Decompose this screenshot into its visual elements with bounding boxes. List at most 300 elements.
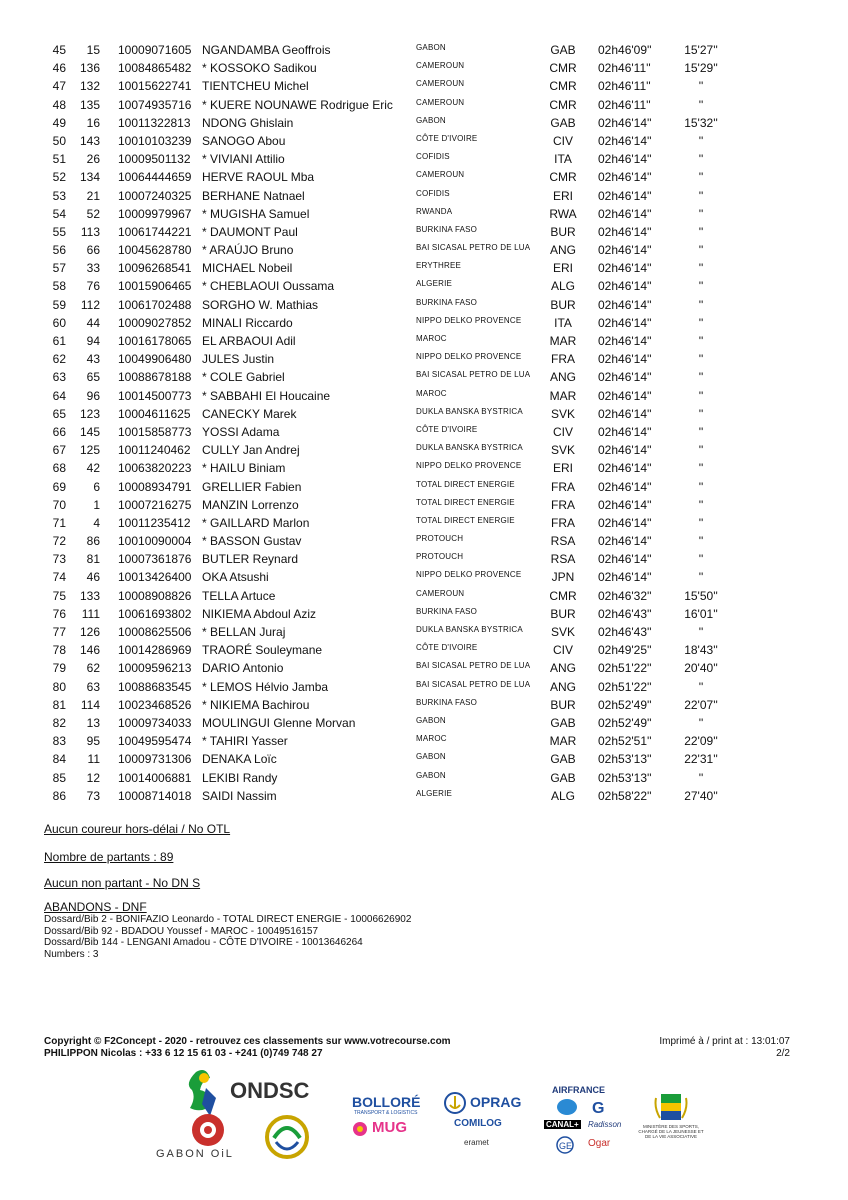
- uci-cell: 10010090004: [118, 534, 192, 549]
- rank-cell: 84: [52, 752, 66, 767]
- rank-cell: 70: [52, 497, 66, 512]
- wreath-emblem-icon: [262, 1112, 312, 1162]
- uci-cell: 10011235412: [118, 515, 191, 530]
- uci-cell: 10009731306: [118, 752, 192, 767]
- rank-cell: 66: [52, 424, 66, 439]
- rank-cell: 72: [52, 534, 66, 549]
- time-cell: 02h46'11'': [598, 79, 651, 94]
- uci-cell: 10016178065: [118, 334, 192, 348]
- uci-cell: 10061702488: [118, 297, 192, 312]
- time-cell: 02h46'43'': [598, 625, 652, 639]
- name-cell: CANECKY Marek: [202, 406, 297, 421]
- nat-cell: MAR: [549, 734, 577, 749]
- copyright-text: Copyright © F2Concept - 2020 - retrouvez ces classements sur www.votrecourse.com: [44, 1036, 451, 1047]
- team-cell: GABON: [416, 770, 446, 780]
- time-cell: 02h46'32'': [598, 588, 652, 603]
- name-cell: JULES Justin: [202, 352, 275, 367]
- gap-cell: 20'40'': [684, 661, 718, 676]
- name-cell: * KUERE NOUNAWE Rodrigue Eric: [202, 97, 393, 112]
- gap-cell: '': [698, 334, 704, 348]
- gap-cell: 22'09'': [684, 734, 718, 749]
- name-cell: NGANDAMBA Geoffrois: [202, 43, 331, 57]
- anchor-icon: [444, 1092, 466, 1114]
- team-cell: BAI SICASAL PETRO DE LUA: [416, 370, 531, 380]
- uci-cell: 10061693802: [118, 606, 192, 621]
- nat-cell: FRA: [551, 479, 575, 494]
- team-cell: CÔTE D'IVOIRE: [416, 133, 478, 143]
- gap-cell: '': [698, 515, 704, 530]
- bib-cell: 146: [79, 643, 100, 658]
- time-cell: 02h46'14'': [598, 115, 652, 130]
- rank-cell: 67: [52, 443, 66, 458]
- time-cell: 02h52'49'': [598, 697, 652, 712]
- uci-cell: 10049595474: [118, 734, 192, 749]
- bib-cell: 73: [86, 788, 100, 803]
- svg-text:G: G: [592, 1100, 605, 1116]
- nat-cell: ANG: [549, 243, 576, 258]
- nat-cell: ERI: [552, 261, 573, 276]
- gap-cell: '': [698, 188, 704, 203]
- gabon-oil-emblem-icon: [188, 1112, 228, 1148]
- rank-cell: 53: [52, 188, 66, 203]
- bib-cell: 94: [86, 334, 100, 348]
- bib-cell: 76: [86, 279, 100, 294]
- team-cell: NIPPO DELKO PROVENCE: [416, 352, 522, 362]
- team-cell: ERYTHREE: [416, 261, 462, 271]
- gap-cell: '': [698, 443, 704, 458]
- uci-cell: 10008908826: [118, 588, 192, 603]
- team-cell: BURKINA FASO: [416, 297, 478, 307]
- bib-cell: 123: [79, 406, 100, 421]
- team-cell: MAROC: [416, 388, 447, 398]
- bib-cell: 135: [79, 97, 100, 112]
- uci-cell: 10049906480: [118, 352, 192, 367]
- team-cell: DUKLA BANSKA BYSTRICA: [416, 406, 523, 416]
- gabon-oil-logo: [154, 1112, 264, 1162]
- nat-cell: CIV: [552, 133, 573, 148]
- rank-cell: 61: [52, 334, 66, 348]
- team-cell: BURKINA FASO: [416, 606, 478, 616]
- bib-cell: 134: [79, 170, 100, 185]
- comilog-logo: [452, 1118, 512, 1152]
- bib-cell: 112: [80, 297, 100, 312]
- uci-cell: 10007240325: [118, 188, 192, 203]
- gap-cell: '': [698, 497, 704, 512]
- uci-cell: 10009596213: [118, 661, 192, 676]
- rank-cell: 63: [52, 370, 66, 385]
- team-cell: CÔTE D'IVOIRE: [416, 643, 478, 653]
- footer-credits: [44, 1036, 451, 1059]
- gap-cell: '': [698, 461, 704, 476]
- name-cell: TIENTCHEU Michel: [202, 79, 309, 94]
- rank-cell: 56: [52, 243, 66, 258]
- nat-cell: MAR: [549, 334, 577, 348]
- uci-cell: 10013426400: [118, 570, 192, 585]
- rank-cell: 50: [52, 133, 66, 148]
- nat-cell: JPN: [551, 570, 575, 585]
- ministry-text: MINISTÈRE DES SPORTS, CHARGÉ DE LA JEUNESSE ET DE LA VIE ASSOCIATIVE: [638, 1124, 704, 1139]
- ge-icon: [556, 1136, 574, 1154]
- svg-text:GE: GE: [559, 1141, 573, 1151]
- team-cell: BAI SICASAL PETRO DE LUA: [416, 661, 531, 671]
- gap-cell: '': [698, 534, 704, 549]
- dnf-entry: Dossard/Bib 144 - LENGANI Amadou - CÔTE D'IVOIRE - 10013646264: [44, 937, 363, 948]
- ministry-logo: [636, 1092, 706, 1152]
- time-cell: 02h46'14'': [598, 552, 652, 567]
- rank-cell: 74: [52, 570, 66, 585]
- rank-cell: 80: [52, 679, 66, 694]
- uci-cell: 10015622741: [118, 79, 192, 94]
- name-cell: YOSSI Adama: [202, 424, 280, 439]
- name-cell: TRAORÉ Souleymane: [202, 643, 323, 658]
- bib-cell: 111: [81, 606, 100, 621]
- dns-text: Aucun non partant - No DN S: [44, 876, 201, 890]
- bib-cell: 81: [86, 552, 100, 567]
- uci-cell: 10015906465: [118, 279, 192, 294]
- gap-cell: '': [698, 715, 704, 730]
- team-cell: BAI SICASAL PETRO DE LUA: [416, 243, 531, 253]
- nat-cell: FRA: [551, 515, 575, 530]
- team-cell: RWANDA: [416, 206, 453, 216]
- uci-cell: 10063820223: [118, 461, 192, 476]
- nat-cell: ERI: [552, 188, 573, 203]
- name-cell: * DAUMONT Paul: [202, 224, 298, 239]
- nat-cell: RSA: [550, 534, 576, 549]
- uci-cell: 10014500773: [118, 388, 192, 403]
- gap-cell: 18'43'': [684, 643, 718, 658]
- gap-cell: 15'27'': [684, 43, 718, 57]
- bib-cell: 6: [93, 479, 100, 494]
- bib-cell: 126: [79, 625, 100, 639]
- gap-cell: '': [698, 206, 704, 221]
- dnf-entry: Dossard/Bib 2 - BONIFAZIO Leonardo - TOTAL DIRECT ENERGIE - 10006626902: [44, 914, 412, 925]
- time-cell: 02h52'49'': [598, 715, 652, 730]
- uci-cell: 10015858773: [118, 424, 192, 439]
- time-cell: 02h53'13'': [598, 770, 652, 785]
- rank-cell: 59: [52, 297, 66, 312]
- time-cell: 02h46'14'': [598, 170, 652, 185]
- comilog-wordmark: COMILOG: [454, 1118, 502, 1129]
- name-cell: BERHANE Natnael: [202, 188, 305, 203]
- time-cell: 02h46'14'': [598, 424, 652, 439]
- time-cell: 02h46'14'': [598, 443, 652, 458]
- time-cell: 02h46'14'': [598, 479, 652, 494]
- team-cell: CAMEROUN: [416, 61, 465, 71]
- time-cell: 02h46'14'': [598, 497, 652, 512]
- name-cell: * BASSON Gustav: [202, 534, 302, 549]
- uci-cell: 10009501132: [118, 152, 191, 167]
- gap-cell: '': [698, 97, 704, 112]
- rank-cell: 78: [52, 643, 66, 658]
- time-cell: 02h46'14'': [598, 388, 652, 403]
- bib-cell: 11: [87, 752, 100, 767]
- team-cell: CÔTE D'IVOIRE: [416, 424, 478, 434]
- uci-cell: 10010103239: [118, 133, 192, 148]
- nat-cell: ALG: [550, 279, 575, 294]
- dnf-entry: Dossard/Bib 92 - BDADOU Youssef - MAROC - 10049516157: [44, 925, 319, 937]
- gap-cell: '': [698, 170, 704, 185]
- gap-cell: '': [698, 261, 704, 276]
- time-cell: 02h46'14'': [598, 152, 652, 167]
- name-cell: MANZIN Lorrenzo: [202, 497, 299, 512]
- bib-cell: 65: [86, 370, 100, 385]
- otl-line: [44, 822, 230, 836]
- gap-cell: '': [698, 315, 704, 330]
- nat-cell: RSA: [550, 552, 576, 567]
- rank-cell: 46: [52, 61, 66, 76]
- globe-icon: [556, 1098, 578, 1116]
- bib-cell: 12: [86, 770, 100, 785]
- time-cell: 02h46'14'': [598, 188, 652, 203]
- time-cell: 02h51'22'': [598, 661, 652, 676]
- uci-cell: 10064444659: [118, 170, 192, 185]
- nat-cell: CMR: [549, 97, 577, 112]
- time-cell: 02h49'25'': [598, 643, 652, 658]
- rank-cell: 81: [52, 697, 66, 712]
- bib-cell: 145: [79, 424, 100, 439]
- rank-cell: 79: [52, 661, 66, 676]
- gap-cell: '': [698, 224, 704, 239]
- rank-cell: 71: [52, 515, 66, 530]
- team-cell: CAMEROUN: [416, 588, 465, 598]
- gap-cell: '': [698, 352, 704, 367]
- time-cell: 02h46'14'': [598, 261, 652, 276]
- name-cell: * TAHIRI Yasser: [202, 734, 288, 749]
- time-cell: 02h52'51'': [598, 734, 652, 749]
- gap-cell: '': [698, 152, 704, 167]
- gap-cell: 22'07'': [684, 697, 718, 712]
- radisson-wordmark: Radisson: [588, 1120, 622, 1129]
- rank-cell: 69: [52, 479, 66, 494]
- name-cell: * SABBAHI El Houcaine: [202, 388, 331, 403]
- bib-cell: 33: [86, 261, 100, 276]
- rank-cell: 51: [52, 152, 66, 167]
- time-cell: 02h58'22'': [598, 788, 652, 803]
- ge-ogar-logos: [556, 1136, 626, 1156]
- team-cell: DUKLA BANSKA BYSTRICA: [416, 443, 523, 453]
- gap-cell: '': [698, 552, 704, 567]
- results-table: [0, 41, 848, 805]
- rank-cell: 57: [52, 261, 66, 276]
- mug-logo: [350, 1118, 440, 1142]
- team-cell: GABON: [416, 43, 446, 52]
- name-cell: GRELLIER Fabien: [202, 479, 302, 494]
- rank-cell: 83: [52, 734, 66, 749]
- nat-cell: GAB: [550, 43, 576, 57]
- uci-cell: 10088678188: [118, 370, 192, 385]
- oprag-wordmark: OPRAG: [470, 1094, 522, 1110]
- bib-cell: 46: [86, 570, 100, 585]
- time-cell: 02h46'14'': [598, 515, 652, 530]
- bib-cell: 52: [86, 206, 100, 221]
- name-cell: OKA Atsushi: [202, 570, 269, 585]
- bib-cell: 26: [86, 152, 100, 167]
- contact-text: PHILIPPON Nicolas : +33 6 12 15 61 03 - +241 (0)749 748 27: [44, 1047, 323, 1059]
- rank-cell: 45: [52, 43, 66, 57]
- team-cell: BURKINA FASO: [416, 224, 478, 234]
- team-cell: TOTAL DIRECT ENERGIE: [416, 515, 515, 525]
- name-cell: SORGHO W. Mathias: [202, 297, 319, 312]
- nat-cell: CIV: [552, 424, 573, 439]
- time-cell: 02h46'14'': [598, 297, 652, 312]
- nat-cell: SVK: [550, 406, 575, 421]
- gap-cell: 16'01'': [684, 606, 718, 621]
- uci-cell: 10084865482: [118, 61, 192, 76]
- bib-cell: 63: [86, 679, 100, 694]
- team-cell: CAMEROUN: [416, 79, 465, 89]
- gap-cell: '': [698, 388, 704, 403]
- table-row: [0, 787, 848, 805]
- gap-cell: '': [698, 243, 704, 258]
- nat-cell: ITA: [554, 152, 572, 167]
- nat-cell: BUR: [550, 224, 576, 239]
- g-logo-icon: [590, 1098, 610, 1116]
- name-cell: TELLA Artuce: [202, 588, 276, 603]
- nat-cell: ALG: [550, 788, 575, 803]
- bib-cell: 143: [79, 133, 100, 148]
- rank-cell: 64: [52, 388, 66, 403]
- name-cell: BUTLER Reynard: [202, 552, 299, 567]
- ogar-wordmark: Ogar: [588, 1138, 611, 1149]
- bib-cell: 96: [86, 388, 100, 403]
- team-cell: COFIDIS: [416, 188, 450, 198]
- time-cell: 02h46'14'': [598, 570, 652, 585]
- rank-cell: 73: [52, 552, 66, 567]
- bib-cell: 133: [79, 588, 100, 603]
- nat-cell: CMR: [549, 61, 577, 76]
- nat-cell: ERI: [552, 461, 573, 476]
- coat-of-arms-icon: [654, 1092, 688, 1122]
- team-cell: MAROC: [416, 334, 447, 343]
- name-cell: DENAKA Loïc: [202, 752, 277, 767]
- gap-cell: '': [698, 424, 704, 439]
- gap-cell: '': [698, 79, 704, 94]
- bib-cell: 136: [79, 61, 100, 76]
- time-cell: 02h46'14'': [598, 206, 652, 221]
- team-cell: GABON: [416, 752, 446, 762]
- bib-cell: 86: [86, 534, 100, 549]
- bib-cell: 95: [86, 734, 100, 749]
- bib-cell: 66: [86, 243, 100, 258]
- uci-cell: 10008714018: [118, 788, 192, 803]
- time-cell: 02h46'14'': [598, 315, 652, 330]
- nat-cell: CMR: [549, 170, 577, 185]
- name-cell: * KOSSOKO Sadikou: [202, 61, 317, 76]
- bib-cell: 132: [79, 79, 100, 94]
- nat-cell: FRA: [551, 352, 575, 367]
- name-cell: * MUGISHA Samuel: [202, 206, 310, 221]
- name-cell: LEKIBI Randy: [202, 770, 278, 785]
- uci-cell: 10004611625: [118, 406, 191, 421]
- team-cell: CAMEROUN: [416, 170, 465, 180]
- gap-cell: '': [698, 570, 704, 585]
- bib-cell: 13: [86, 715, 100, 730]
- gap-cell: '': [698, 479, 704, 494]
- telecom-logos: [556, 1098, 616, 1120]
- nat-cell: ITA: [554, 315, 572, 330]
- rank-cell: 75: [52, 588, 66, 603]
- canal-wordmark: CANAL+: [546, 1120, 579, 1129]
- name-cell: * HAILU Biniam: [202, 461, 286, 476]
- nat-cell: CIV: [552, 643, 573, 658]
- uci-cell: 10045628780: [118, 243, 192, 258]
- dnf-title: ABANDONS - DNF: [44, 900, 147, 914]
- name-cell: EL ARBAOUI Adil: [202, 334, 296, 348]
- nat-cell: RWA: [549, 206, 577, 221]
- uci-cell: 10011240462: [118, 443, 191, 458]
- rank-cell: 49: [52, 115, 66, 130]
- uci-cell: 10074935716: [118, 97, 192, 112]
- team-cell: TOTAL DIRECT ENERGIE: [416, 497, 515, 507]
- rank-cell: 60: [52, 315, 66, 330]
- sports-federation-logo: [262, 1112, 322, 1162]
- time-cell: 02h46'14'': [598, 133, 652, 148]
- nat-cell: BUR: [550, 297, 576, 312]
- nat-cell: GAB: [550, 752, 576, 767]
- mug-wordmark: MUG: [372, 1119, 407, 1136]
- rank-cell: 82: [52, 715, 66, 730]
- name-cell: MOULINGUI Glenne Morvan: [202, 715, 356, 730]
- name-cell: * COLE Gabriel: [202, 370, 285, 385]
- uci-cell: 10007361876: [118, 552, 192, 567]
- name-cell: SANOGO Abou: [202, 133, 286, 148]
- nat-cell: GAB: [550, 770, 576, 785]
- bib-cell: 15: [86, 43, 100, 57]
- uci-cell: 10011322813: [118, 115, 191, 130]
- team-cell: CAMEROUN: [416, 97, 465, 107]
- rank-cell: 65: [52, 406, 66, 421]
- time-cell: 02h46'14'': [598, 406, 652, 421]
- team-cell: NIPPO DELKO PROVENCE: [416, 570, 522, 580]
- nat-cell: CMR: [549, 79, 577, 94]
- rank-cell: 76: [52, 606, 66, 621]
- gap-cell: '': [698, 625, 704, 639]
- name-cell: NIKIEMA Abdoul Aziz: [202, 606, 317, 621]
- name-cell: * BELLAN Juraj: [202, 625, 286, 639]
- rank-cell: 68: [52, 461, 66, 476]
- team-cell: PROTOUCH: [416, 534, 464, 544]
- time-cell: 02h51'22'': [598, 679, 652, 694]
- time-cell: 02h46'14'': [598, 352, 652, 367]
- team-cell: COFIDIS: [416, 152, 450, 162]
- name-cell: * VIVIANI Attilio: [202, 152, 285, 167]
- name-cell: * GAILLARD Marlon: [202, 515, 310, 530]
- gap-cell: 22'31'': [684, 752, 718, 767]
- bib-cell: 16: [86, 115, 100, 130]
- bib-cell: 113: [80, 224, 100, 239]
- nat-cell: MAR: [549, 388, 577, 403]
- rank-cell: 77: [52, 625, 66, 639]
- team-cell: NIPPO DELKO PROVENCE: [416, 461, 522, 471]
- uci-cell: 10008934791: [118, 479, 192, 494]
- team-cell: DUKLA BANSKA BYSTRICA: [416, 625, 523, 634]
- uci-cell: 10009071605: [118, 43, 192, 57]
- uci-cell: 10061744221: [118, 224, 192, 239]
- nat-cell: ANG: [549, 679, 576, 694]
- gap-cell: '': [698, 297, 704, 312]
- bib-cell: 44: [86, 315, 100, 330]
- name-cell: * ARAÚJO Bruno: [202, 243, 294, 258]
- time-cell: 02h46'14'': [598, 243, 652, 258]
- time-cell: 02h46'11'': [598, 61, 651, 76]
- ondsc-wordmark: ONDSC: [230, 1078, 310, 1103]
- gap-cell: '': [698, 406, 704, 421]
- name-cell: MINALI Riccardo: [202, 315, 293, 330]
- team-cell: MAROC: [416, 734, 447, 744]
- rank-cell: 85: [52, 770, 66, 785]
- name-cell: HERVE RAOUL Mba: [202, 170, 315, 185]
- gap-cell: '': [698, 133, 704, 148]
